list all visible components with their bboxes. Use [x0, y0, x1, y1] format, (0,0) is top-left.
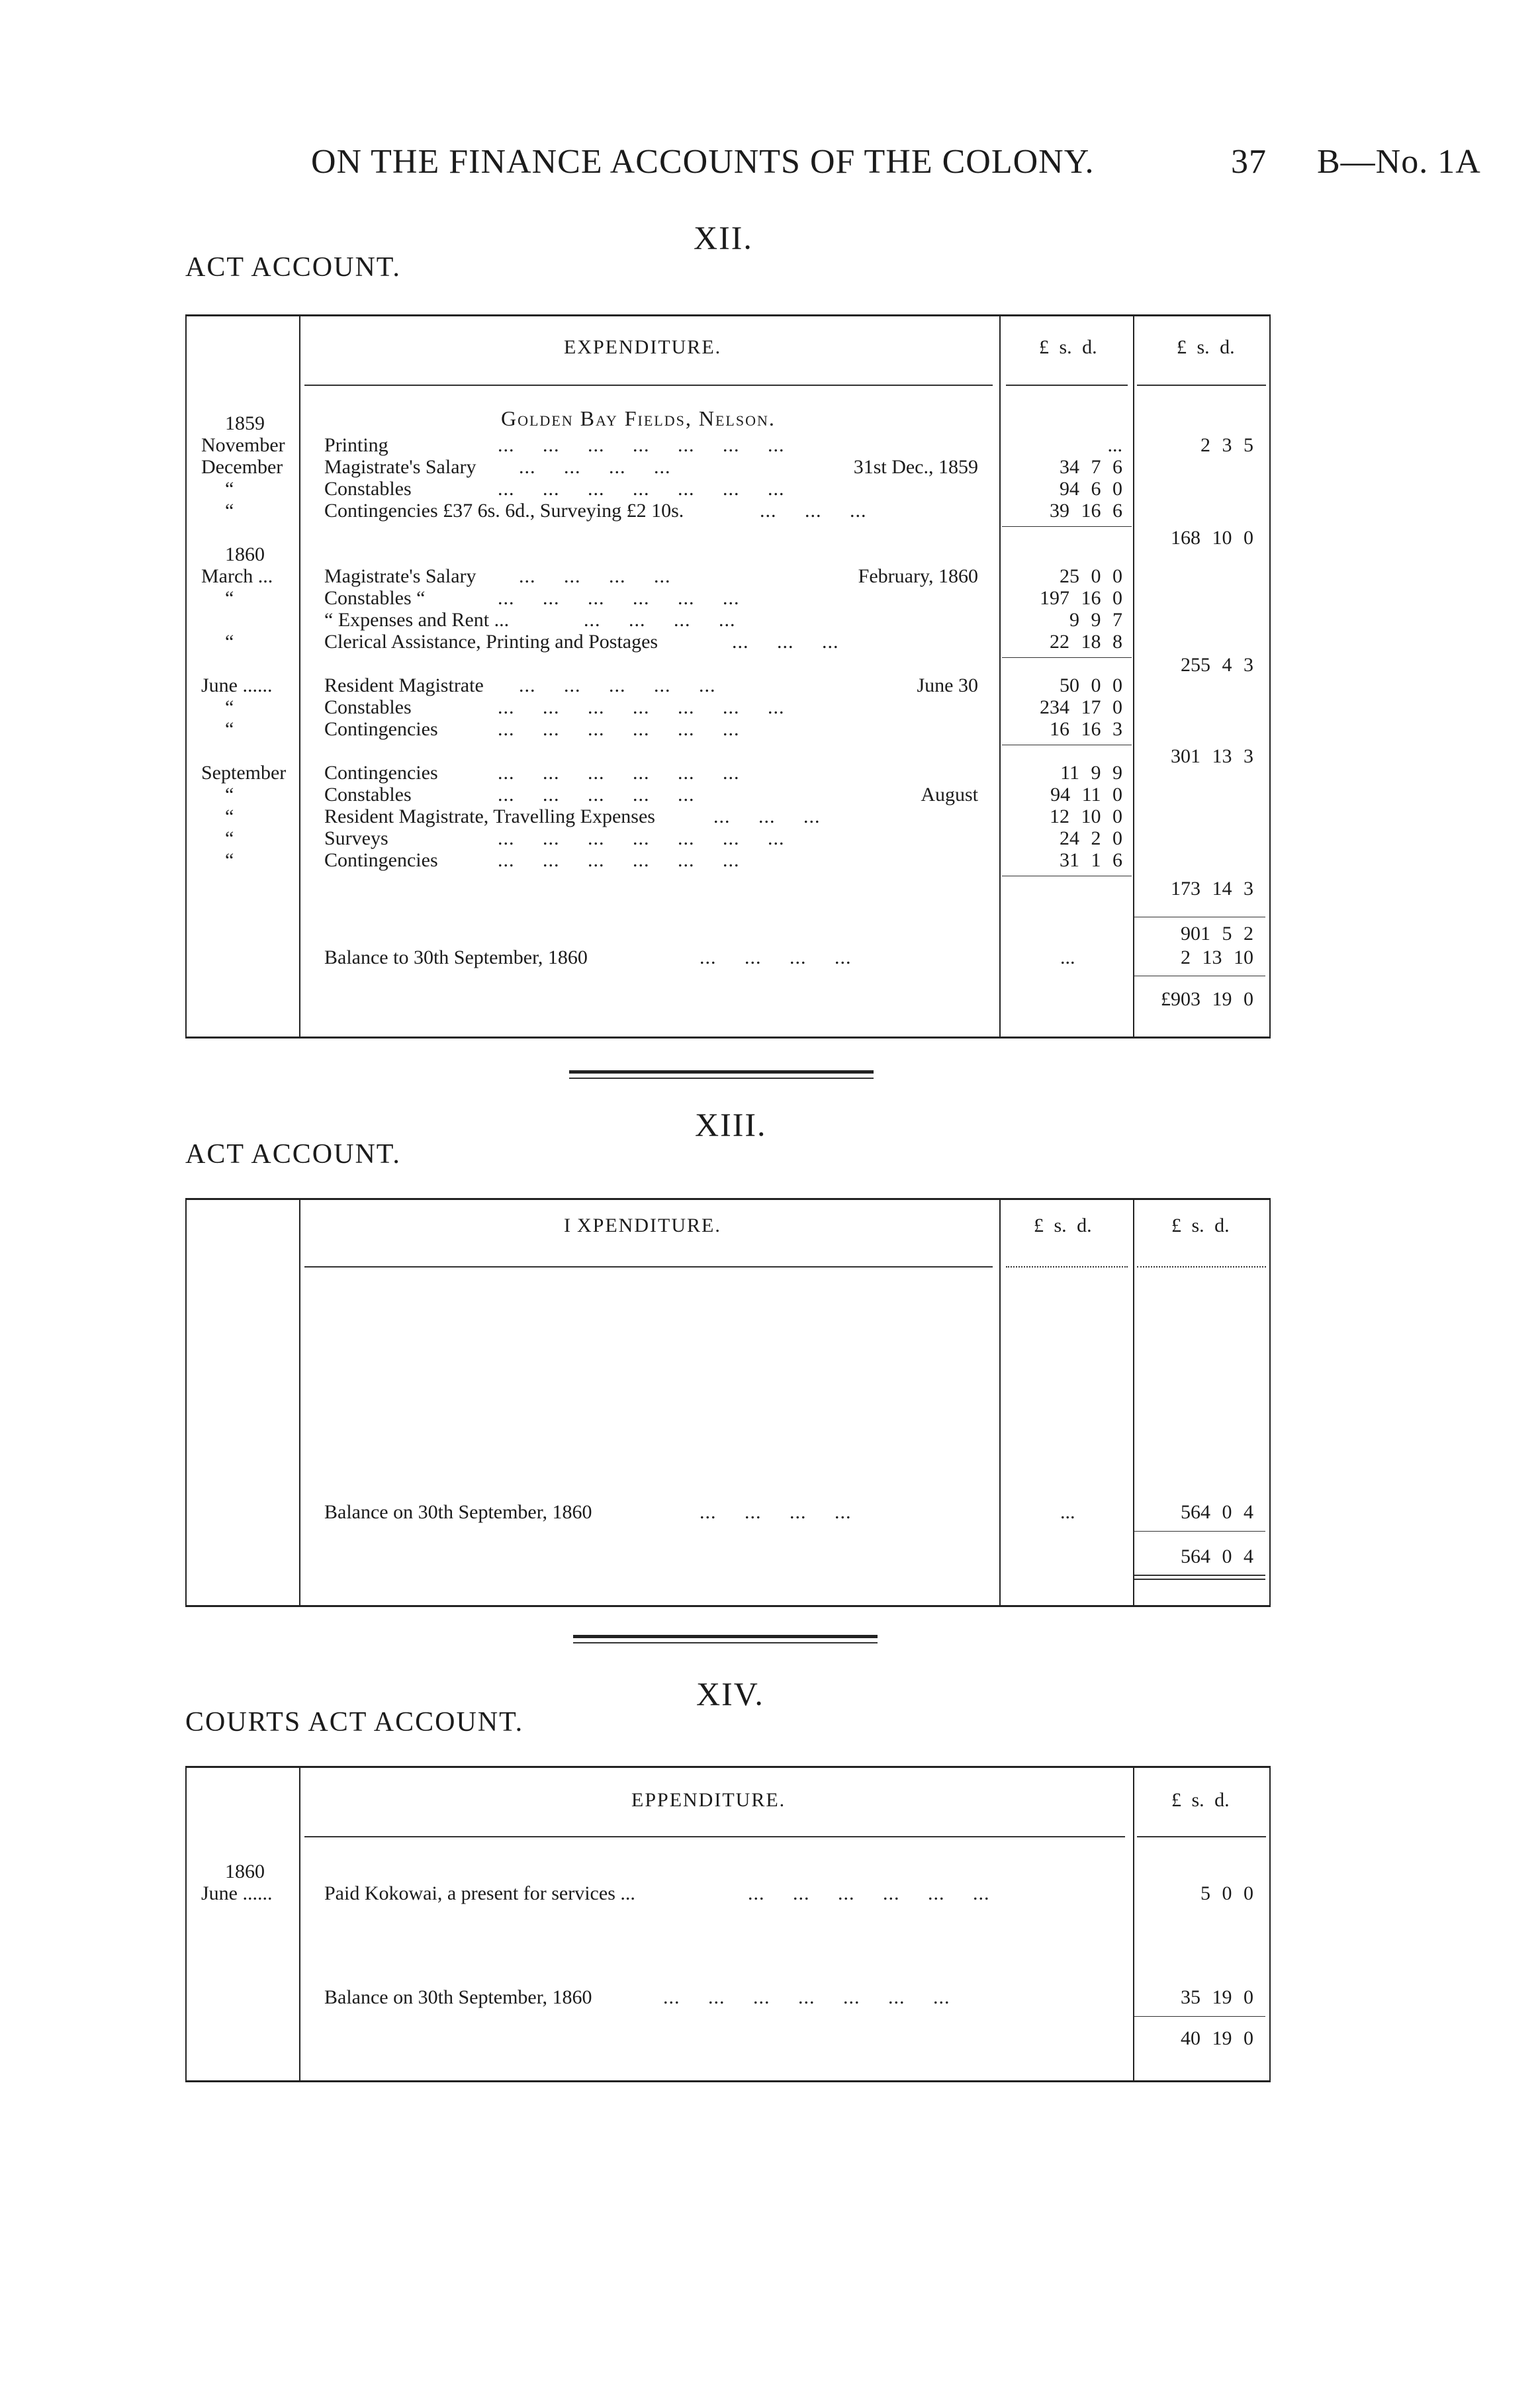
expenditure-header: I XPENDITURE.	[564, 1215, 721, 1236]
row-dots: ... ... ... ...	[519, 565, 671, 587]
row-dots: ... ... ...	[760, 500, 867, 522]
balance-amount: ...	[1060, 946, 1075, 968]
row-amount: 11 9 9	[1060, 762, 1122, 784]
row-dots: ... ... ... ... ...	[519, 674, 716, 696]
total-column-header: £ s. d.	[1171, 1215, 1230, 1236]
row-total: 255 4 3	[1181, 654, 1253, 676]
row-description: Resident Magistrate	[324, 674, 484, 696]
row-dots: ... ... ... ... ...	[498, 784, 695, 806]
section-xiv-number: XIV.	[696, 1675, 764, 1712]
section-xii-title: ACT ACCOUNT.	[185, 252, 401, 283]
row-month: March ...	[201, 565, 273, 587]
row-year: 1859	[225, 412, 265, 434]
row-month: “	[225, 587, 234, 609]
row-amount: 16 16 3	[1050, 718, 1122, 740]
amount-column-header: £ s. d.	[1039, 336, 1097, 358]
section-xiv-title: COURTS ACT ACCOUNT.	[185, 1707, 524, 1737]
row-month: June ......	[201, 674, 273, 696]
row-amount: 12 10 0	[1050, 806, 1122, 827]
row-description: Constables “	[324, 587, 426, 609]
row-dots: ... ... ... ... ... ...	[498, 849, 740, 871]
row-month: “	[225, 806, 234, 827]
row-description: Contingencies	[324, 849, 438, 871]
row-month: November	[201, 434, 285, 456]
subtotal: 901 5 2	[1181, 923, 1253, 945]
section-xiii-title: ACT ACCOUNT.	[185, 1139, 401, 1170]
total-column-header: £ s. d.	[1177, 336, 1235, 358]
row-total: 301 13 3	[1171, 745, 1253, 767]
row-month: “	[225, 478, 234, 500]
balance-dots: ... ... ... ... ... ... ...	[663, 1986, 950, 2008]
row-description: Contingencies £37 6s. 6d., Surveying £2 10s.	[324, 500, 684, 522]
balance-amount: ...	[1060, 1501, 1075, 1523]
row-amount: 24 2 0	[1060, 827, 1122, 849]
row-description: Magistrate's Salary	[324, 456, 476, 478]
balance-dots: ... ... ... ...	[700, 946, 852, 968]
row-month: June ......	[201, 1882, 273, 1904]
expenditure-header: EXPENDITURE.	[564, 336, 722, 358]
row-dots: ... ... ... ... ... ...	[498, 762, 740, 784]
row-amount: 9 9 7	[1069, 609, 1122, 631]
grand-total: 40 19 0	[1181, 2027, 1253, 2049]
section-xiv-table	[185, 1766, 1271, 2082]
grand-total: £903 19 0	[1161, 988, 1253, 1010]
row-date: June 30	[917, 674, 978, 696]
page-number: 37	[1231, 143, 1267, 181]
row-dots: ... ... ... ... ... ... ...	[498, 827, 785, 849]
row-description: “ Expenses and Rent ...	[324, 609, 510, 631]
row-description: Magistrate's Salary	[324, 565, 476, 587]
row-month: “	[225, 849, 234, 871]
row-date: 31st Dec., 1859	[853, 456, 978, 478]
row-dots: ... ... ...	[713, 806, 821, 827]
subtotal-rule	[1002, 526, 1132, 527]
section-xiii-number: XIII.	[695, 1106, 767, 1143]
document-reference: B—No. 1A	[1317, 143, 1481, 181]
row-dots: ... ... ... ...	[519, 456, 671, 478]
row-description: Clerical Assistance, Printing and Postages	[324, 631, 658, 653]
grand-total: 564 0 4	[1181, 1546, 1253, 1567]
balance-label: Balance to 30th September, 1860	[324, 946, 588, 968]
row-amount: 50 0 0	[1060, 674, 1122, 696]
row-description: Surveys	[324, 827, 388, 849]
balance-label: Balance on 30th September, 1860	[324, 1501, 592, 1523]
row-dots: ... ... ... ... ... ... ...	[498, 478, 785, 500]
row-amount: 197 16 0	[1040, 587, 1122, 609]
balance-total: 564 0 4	[1181, 1501, 1253, 1523]
subtotal-rule	[1002, 657, 1132, 658]
row-total: 173 14 3	[1171, 878, 1253, 900]
row-amount: 25 0 0	[1060, 565, 1122, 587]
row-year: 1860	[225, 543, 265, 565]
row-description: Contingencies	[324, 762, 438, 784]
page-header	[311, 142, 1482, 189]
row-total: 2 3 5	[1200, 434, 1253, 456]
row-description: Constables	[324, 784, 412, 806]
row-month: “	[225, 500, 234, 522]
row-month: “	[225, 631, 234, 653]
balance-total: 35 19 0	[1181, 1986, 1253, 2008]
row-description: Constables	[324, 696, 412, 718]
balance-total: 2 13 10	[1181, 946, 1253, 968]
section-xiii-table	[185, 1198, 1271, 1607]
row-amount: 34 7 6	[1060, 456, 1122, 478]
row-total: 168 10 0	[1171, 527, 1253, 549]
row-month: “	[225, 718, 234, 740]
balance-dots: ... ... ... ...	[700, 1501, 852, 1523]
expenditure-header: EPPENDITURE.	[631, 1789, 786, 1811]
row-dots: ... ... ...	[732, 631, 839, 653]
amount-column-header: £ s. d.	[1034, 1215, 1092, 1236]
balance-label: Balance on 30th September, 1860	[324, 1986, 592, 2008]
row-amount: 31 1 6	[1060, 849, 1122, 871]
row-dots: ... ... ... ... ... ... ...	[498, 696, 785, 718]
row-dots: ... ... ... ... ... ... ...	[498, 434, 785, 456]
row-amount: 94 6 0	[1060, 478, 1122, 500]
row-amount: 39 16 6	[1050, 500, 1122, 522]
row-total: 5 0 0	[1200, 1882, 1253, 1904]
total-column-header: £ s. d.	[1171, 1789, 1230, 1811]
row-description: Contingencies	[324, 718, 438, 740]
row-date: August	[921, 784, 978, 806]
row-year: 1860	[225, 1861, 265, 1882]
row-amount: 234 17 0	[1040, 696, 1122, 718]
page-title: ON THE FINANCE ACCOUNTS OF THE COLONY.	[311, 143, 1095, 181]
row-dots: ... ... ... ...	[584, 609, 736, 631]
subheading: Golden Bay Fields, Nelson.	[501, 406, 776, 430]
row-amount: ...	[1107, 434, 1122, 456]
row-month: December	[201, 456, 283, 478]
row-description: Resident Magistrate, Travelling Expenses	[324, 806, 655, 827]
section-xii-table	[185, 314, 1271, 1038]
row-amount: 94 11 0	[1050, 784, 1122, 806]
row-dots: ... ... ... ... ... ...	[498, 718, 740, 740]
row-amount: 22 18 8	[1050, 631, 1122, 653]
row-dots: ... ... ... ... ... ...	[748, 1882, 990, 1904]
row-date: February, 1860	[858, 565, 978, 587]
row-description: Constables	[324, 478, 412, 500]
row-description: Paid Kokowai, a present for services ...	[324, 1882, 635, 1904]
section-xii-number: XII.	[694, 219, 753, 256]
row-month: “	[225, 696, 234, 718]
row-month: “	[225, 827, 234, 849]
row-dots: ... ... ... ... ... ...	[498, 587, 740, 609]
row-month: September	[201, 762, 287, 784]
row-month: “	[225, 784, 234, 806]
row-description: Printing	[324, 434, 388, 456]
